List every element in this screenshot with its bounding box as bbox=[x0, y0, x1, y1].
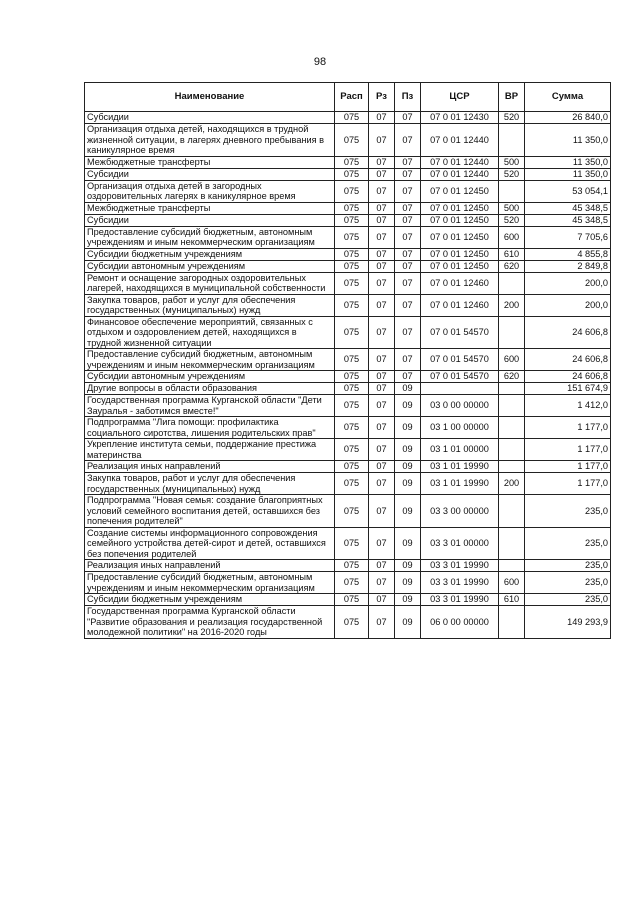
cell-rz: 07 bbox=[369, 112, 395, 124]
cell-rasp: 075 bbox=[335, 124, 369, 157]
cell-vr: 520 bbox=[499, 214, 525, 226]
cell-sum: 11 350,0 bbox=[525, 156, 611, 168]
cell-pz: 07 bbox=[395, 124, 421, 157]
cell-vr bbox=[499, 495, 525, 528]
cell-csr: 03 1 01 00000 bbox=[421, 439, 499, 461]
header-rz: Рз bbox=[369, 83, 395, 112]
cell-name: Субсидии автономным учреждениям bbox=[85, 371, 335, 383]
cell-rasp: 075 bbox=[335, 417, 369, 439]
cell-csr: 03 1 00 00000 bbox=[421, 417, 499, 439]
cell-name: Реализация иных направлений bbox=[85, 560, 335, 572]
cell-pz: 07 bbox=[395, 180, 421, 202]
cell-vr: 600 bbox=[499, 349, 525, 371]
cell-pz: 07 bbox=[395, 168, 421, 180]
cell-csr: 03 3 01 19990 bbox=[421, 594, 499, 606]
cell-rasp: 075 bbox=[335, 202, 369, 214]
table-row bbox=[85, 180, 611, 202]
cell-pz: 07 bbox=[395, 226, 421, 248]
cell-vr bbox=[499, 417, 525, 439]
table-row bbox=[85, 112, 611, 124]
table-row bbox=[85, 226, 611, 248]
cell-rz: 07 bbox=[369, 316, 395, 349]
cell-rz: 07 bbox=[369, 606, 395, 639]
cell-rasp: 075 bbox=[335, 572, 369, 594]
cell-rasp: 075 bbox=[335, 527, 369, 560]
cell-rz: 07 bbox=[369, 461, 395, 473]
cell-rasp: 075 bbox=[335, 371, 369, 383]
cell-pz: 09 bbox=[395, 495, 421, 528]
cell-vr: 610 bbox=[499, 248, 525, 260]
table-row bbox=[85, 560, 611, 572]
cell-csr: 07 0 01 54570 bbox=[421, 316, 499, 349]
cell-rasp: 075 bbox=[335, 260, 369, 272]
cell-rasp: 075 bbox=[335, 560, 369, 572]
cell-csr: 07 0 01 12450 bbox=[421, 180, 499, 202]
cell-name: Субсидии бюджетным учреждениям bbox=[85, 594, 335, 606]
cell-rasp: 075 bbox=[335, 214, 369, 226]
cell-csr: 07 0 01 12460 bbox=[421, 272, 499, 294]
cell-pz: 09 bbox=[395, 395, 421, 417]
table-row bbox=[85, 439, 611, 461]
table-row bbox=[85, 260, 611, 272]
cell-name: Государственная программа Курганской области "Развитие образования и реализация государственной молодежной политики" на 2016-2020 годы bbox=[85, 606, 335, 639]
header-pz: Пз bbox=[395, 83, 421, 112]
cell-csr: 07 0 01 12450 bbox=[421, 248, 499, 260]
cell-name: Предоставление субсидий бюджетным, автономным учреждениям и иным некоммерческим организациям bbox=[85, 572, 335, 594]
cell-rz: 07 bbox=[369, 156, 395, 168]
cell-pz: 07 bbox=[395, 260, 421, 272]
cell-rz: 07 bbox=[369, 560, 395, 572]
cell-csr: 07 0 01 12450 bbox=[421, 214, 499, 226]
cell-rz: 07 bbox=[369, 572, 395, 594]
cell-pz: 09 bbox=[395, 473, 421, 495]
page-number: 98 bbox=[313, 56, 327, 68]
cell-rasp: 075 bbox=[335, 395, 369, 417]
cell-rz: 07 bbox=[369, 349, 395, 371]
cell-csr: 07 0 01 54570 bbox=[421, 349, 499, 371]
cell-pz: 09 bbox=[395, 527, 421, 560]
cell-sum: 4 855,8 bbox=[525, 248, 611, 260]
cell-name: Межбюджетные трансферты bbox=[85, 202, 335, 214]
cell-rasp: 075 bbox=[335, 294, 369, 316]
cell-sum: 26 840,0 bbox=[525, 112, 611, 124]
table-row bbox=[85, 294, 611, 316]
cell-pz: 07 bbox=[395, 202, 421, 214]
cell-rz: 07 bbox=[369, 214, 395, 226]
cell-sum: 2 849,8 bbox=[525, 260, 611, 272]
cell-vr: 520 bbox=[499, 112, 525, 124]
cell-name: Укрепление института семьи, поддержание престижа материнства bbox=[85, 439, 335, 461]
cell-name: Государственная программа Курганской области "Дети Зауралья - заботимся вместе!" bbox=[85, 395, 335, 417]
cell-rz: 07 bbox=[369, 527, 395, 560]
header-name: Наименование bbox=[85, 83, 335, 112]
cell-vr: 500 bbox=[499, 202, 525, 214]
cell-rz: 07 bbox=[369, 272, 395, 294]
table-row bbox=[85, 156, 611, 168]
budget-table bbox=[84, 82, 611, 639]
cell-vr bbox=[499, 395, 525, 417]
cell-csr: 07 0 01 12450 bbox=[421, 226, 499, 248]
cell-rasp: 075 bbox=[335, 226, 369, 248]
cell-rasp: 075 bbox=[335, 248, 369, 260]
cell-sum: 151 674,9 bbox=[525, 383, 611, 395]
cell-vr: 200 bbox=[499, 294, 525, 316]
cell-csr: 03 3 01 00000 bbox=[421, 527, 499, 560]
cell-name: Подпрограмма "Новая семья: создание благоприятных условий семейного воспитания детей, оставшихся без попечения родителей" bbox=[85, 495, 335, 528]
cell-name: Субсидии бюджетным учреждениям bbox=[85, 248, 335, 260]
cell-csr: 07 0 01 54570 bbox=[421, 371, 499, 383]
table-row bbox=[85, 461, 611, 473]
table-row bbox=[85, 124, 611, 157]
cell-csr: 03 0 00 00000 bbox=[421, 395, 499, 417]
cell-name: Организация отдыха детей в загородных оздоровительных лагерях в каникулярное время bbox=[85, 180, 335, 202]
cell-pz: 09 bbox=[395, 383, 421, 395]
cell-csr: 07 0 01 12440 bbox=[421, 124, 499, 157]
table-row bbox=[85, 395, 611, 417]
cell-vr bbox=[499, 606, 525, 639]
cell-sum: 7 705,6 bbox=[525, 226, 611, 248]
cell-pz: 07 bbox=[395, 248, 421, 260]
cell-vr: 610 bbox=[499, 594, 525, 606]
cell-rz: 07 bbox=[369, 202, 395, 214]
cell-rasp: 075 bbox=[335, 168, 369, 180]
cell-name: Организация отдыха детей, находящихся в трудной жизненной ситуации, в лагерях дневного пребывания в каникулярное время bbox=[85, 124, 335, 157]
table-row bbox=[85, 527, 611, 560]
cell-name: Финансовое обеспечение мероприятий, связанных с отдыхом и оздоровлением детей, находящихся в трудной жизненной ситуации bbox=[85, 316, 335, 349]
cell-sum: 235,0 bbox=[525, 572, 611, 594]
table-row bbox=[85, 417, 611, 439]
cell-rz: 07 bbox=[369, 371, 395, 383]
cell-name: Субсидии bbox=[85, 112, 335, 124]
cell-name: Реализация иных направлений bbox=[85, 461, 335, 473]
table-row bbox=[85, 594, 611, 606]
cell-sum: 11 350,0 bbox=[525, 124, 611, 157]
cell-csr: 03 3 00 00000 bbox=[421, 495, 499, 528]
cell-sum: 24 606,8 bbox=[525, 349, 611, 371]
cell-vr bbox=[499, 124, 525, 157]
cell-pz: 09 bbox=[395, 572, 421, 594]
table-header-row bbox=[85, 83, 611, 112]
cell-sum: 11 350,0 bbox=[525, 168, 611, 180]
cell-rz: 07 bbox=[369, 439, 395, 461]
cell-vr: 500 bbox=[499, 156, 525, 168]
cell-rz: 07 bbox=[369, 260, 395, 272]
cell-vr bbox=[499, 272, 525, 294]
cell-vr bbox=[499, 461, 525, 473]
cell-name: Предоставление субсидий бюджетным, автономным учреждениям и иным некоммерческим организациям bbox=[85, 349, 335, 371]
cell-csr bbox=[421, 383, 499, 395]
cell-vr: 620 bbox=[499, 371, 525, 383]
cell-sum: 24 606,8 bbox=[525, 316, 611, 349]
cell-sum: 235,0 bbox=[525, 594, 611, 606]
cell-csr: 03 1 01 19990 bbox=[421, 461, 499, 473]
cell-rz: 07 bbox=[369, 226, 395, 248]
cell-sum: 235,0 bbox=[525, 560, 611, 572]
cell-name: Подпрограмма "Лига помощи: профилактика социального сиротства, лишения родительских прав" bbox=[85, 417, 335, 439]
cell-csr: 07 0 01 12450 bbox=[421, 202, 499, 214]
cell-vr: 200 bbox=[499, 473, 525, 495]
cell-pz: 09 bbox=[395, 439, 421, 461]
cell-rasp: 075 bbox=[335, 272, 369, 294]
cell-pz: 07 bbox=[395, 316, 421, 349]
cell-rasp: 075 bbox=[335, 461, 369, 473]
cell-rasp: 075 bbox=[335, 473, 369, 495]
cell-sum: 1 177,0 bbox=[525, 439, 611, 461]
cell-vr bbox=[499, 180, 525, 202]
cell-pz: 09 bbox=[395, 560, 421, 572]
header-rasp: Расп bbox=[335, 83, 369, 112]
header-sum: Сумма bbox=[525, 83, 611, 112]
cell-sum: 235,0 bbox=[525, 527, 611, 560]
cell-vr bbox=[499, 527, 525, 560]
cell-csr: 07 0 01 12430 bbox=[421, 112, 499, 124]
cell-rz: 07 bbox=[369, 124, 395, 157]
cell-name: Закупка товаров, работ и услуг для обеспечения государственных (муниципальных) нужд bbox=[85, 294, 335, 316]
cell-name: Субсидии автономным учреждениям bbox=[85, 260, 335, 272]
table-row bbox=[85, 248, 611, 260]
cell-rasp: 075 bbox=[335, 594, 369, 606]
cell-pz: 07 bbox=[395, 156, 421, 168]
cell-vr bbox=[499, 439, 525, 461]
cell-sum: 1 177,0 bbox=[525, 461, 611, 473]
cell-rasp: 075 bbox=[335, 112, 369, 124]
cell-pz: 07 bbox=[395, 371, 421, 383]
cell-pz: 07 bbox=[395, 214, 421, 226]
table-row bbox=[85, 473, 611, 495]
cell-rz: 07 bbox=[369, 473, 395, 495]
cell-name: Предоставление субсидий бюджетным, автономным учреждениям и иным некоммерческим организациям bbox=[85, 226, 335, 248]
cell-name: Субсидии bbox=[85, 168, 335, 180]
cell-rasp: 075 bbox=[335, 383, 369, 395]
cell-rz: 07 bbox=[369, 168, 395, 180]
table-body bbox=[85, 112, 611, 639]
cell-sum: 53 054,1 bbox=[525, 180, 611, 202]
cell-name: Другие вопросы в области образования bbox=[85, 383, 335, 395]
table-row bbox=[85, 371, 611, 383]
cell-sum: 149 293,9 bbox=[525, 606, 611, 639]
cell-vr bbox=[499, 316, 525, 349]
table-row bbox=[85, 316, 611, 349]
table-row bbox=[85, 495, 611, 528]
cell-sum: 1 412,0 bbox=[525, 395, 611, 417]
cell-name: Создание системы информационного сопровождения семейного устройства детей-сирот и детей, оставшихся без попечения родителей bbox=[85, 527, 335, 560]
cell-vr bbox=[499, 383, 525, 395]
table-row bbox=[85, 214, 611, 226]
header-vr: ВР bbox=[499, 83, 525, 112]
cell-pz: 09 bbox=[395, 594, 421, 606]
table-row bbox=[85, 272, 611, 294]
table-row bbox=[85, 349, 611, 371]
cell-csr: 07 0 01 12440 bbox=[421, 168, 499, 180]
table-row bbox=[85, 606, 611, 639]
cell-sum: 24 606,8 bbox=[525, 371, 611, 383]
cell-pz: 07 bbox=[395, 294, 421, 316]
cell-rz: 07 bbox=[369, 383, 395, 395]
cell-rz: 07 bbox=[369, 180, 395, 202]
cell-pz: 09 bbox=[395, 461, 421, 473]
cell-rasp: 075 bbox=[335, 180, 369, 202]
cell-rz: 07 bbox=[369, 294, 395, 316]
table-row bbox=[85, 383, 611, 395]
cell-vr: 520 bbox=[499, 168, 525, 180]
table-row bbox=[85, 168, 611, 180]
cell-sum: 45 348,5 bbox=[525, 202, 611, 214]
cell-sum: 1 177,0 bbox=[525, 417, 611, 439]
cell-csr: 06 0 00 00000 bbox=[421, 606, 499, 639]
cell-name: Ремонт и оснащение загородных оздоровительных лагерей, находящихся в муниципальной собственности bbox=[85, 272, 335, 294]
cell-sum: 235,0 bbox=[525, 495, 611, 528]
cell-pz: 07 bbox=[395, 112, 421, 124]
cell-vr: 620 bbox=[499, 260, 525, 272]
table-row bbox=[85, 572, 611, 594]
cell-sum: 1 177,0 bbox=[525, 473, 611, 495]
cell-csr: 03 1 01 19990 bbox=[421, 473, 499, 495]
cell-vr: 600 bbox=[499, 226, 525, 248]
cell-rasp: 075 bbox=[335, 495, 369, 528]
cell-csr: 07 0 01 12460 bbox=[421, 294, 499, 316]
cell-rz: 07 bbox=[369, 594, 395, 606]
cell-rz: 07 bbox=[369, 248, 395, 260]
cell-sum: 200,0 bbox=[525, 272, 611, 294]
cell-vr bbox=[499, 560, 525, 572]
cell-pz: 07 bbox=[395, 349, 421, 371]
cell-csr: 07 0 01 12450 bbox=[421, 260, 499, 272]
cell-vr: 600 bbox=[499, 572, 525, 594]
cell-pz: 09 bbox=[395, 606, 421, 639]
cell-rasp: 075 bbox=[335, 316, 369, 349]
cell-name: Субсидии bbox=[85, 214, 335, 226]
cell-pz: 09 bbox=[395, 417, 421, 439]
cell-rasp: 075 bbox=[335, 439, 369, 461]
cell-rz: 07 bbox=[369, 395, 395, 417]
cell-name: Межбюджетные трансферты bbox=[85, 156, 335, 168]
cell-sum: 200,0 bbox=[525, 294, 611, 316]
header-csr: ЦСР bbox=[421, 83, 499, 112]
cell-rasp: 075 bbox=[335, 349, 369, 371]
cell-name: Закупка товаров, работ и услуг для обеспечения государственных (муниципальных) нужд bbox=[85, 473, 335, 495]
cell-rasp: 075 bbox=[335, 606, 369, 639]
table-row bbox=[85, 202, 611, 214]
cell-csr: 07 0 01 12440 bbox=[421, 156, 499, 168]
cell-csr: 03 3 01 19990 bbox=[421, 560, 499, 572]
cell-sum: 45 348,5 bbox=[525, 214, 611, 226]
cell-rz: 07 bbox=[369, 417, 395, 439]
cell-rz: 07 bbox=[369, 495, 395, 528]
cell-csr: 03 3 01 19990 bbox=[421, 572, 499, 594]
cell-pz: 07 bbox=[395, 272, 421, 294]
cell-rasp: 075 bbox=[335, 156, 369, 168]
